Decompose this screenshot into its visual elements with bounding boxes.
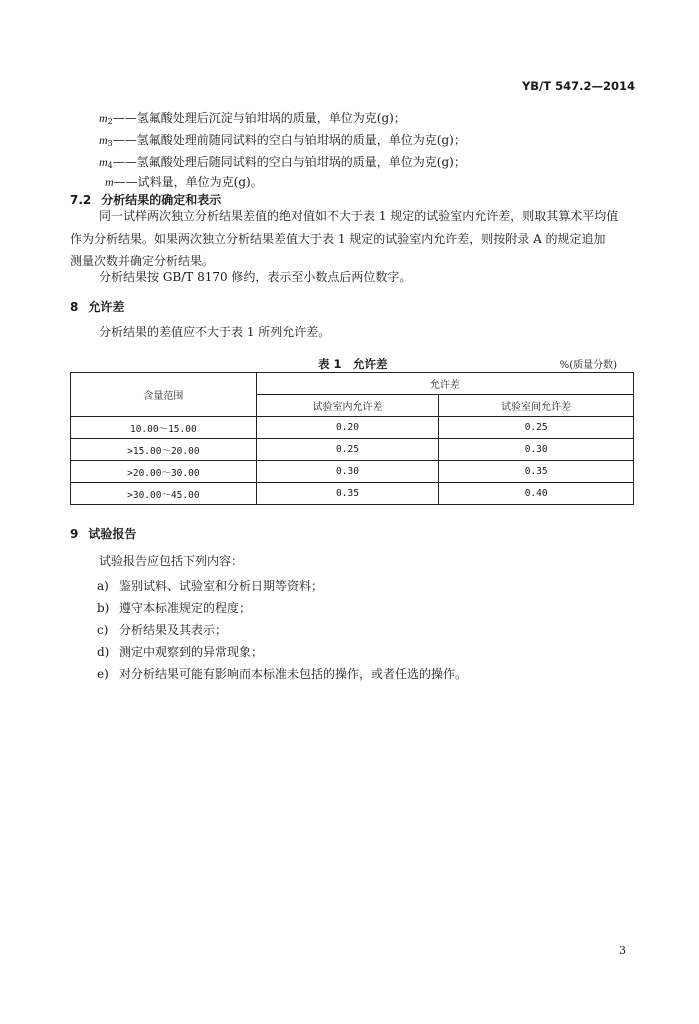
symbol-definition — [105, 173, 263, 190]
list-item — [97, 621, 227, 638]
list-label: c) — [97, 623, 109, 637]
page-number: 3 — [619, 944, 626, 957]
cell-range: 10.00～15.00 — [71, 417, 257, 439]
cell-between: 0.30 — [439, 439, 634, 461]
list-item — [97, 643, 263, 660]
paragraph-line: 分析结果按 GB/T 8170 修约，表示至小数点后两位数字。 — [99, 270, 412, 284]
cell-within: 0.35 — [256, 483, 439, 505]
table-row — [71, 417, 634, 439]
tolerance-table — [70, 372, 634, 505]
header-within-lab: 试验室内允许差 — [256, 395, 439, 417]
header-between-lab: 试验室间允许差 — [439, 395, 634, 417]
symbol-text: 氢氟酸处理前随同试料的空白与铂坩埚的质量，单位为克(g)； — [136, 133, 466, 147]
table-row — [71, 483, 634, 505]
list-text: 分析结果及其表示； — [119, 623, 228, 637]
section-heading-8 — [70, 298, 124, 315]
table-caption: 表 1 允许差 — [318, 357, 388, 371]
table-row — [71, 461, 634, 483]
symbol-definition — [99, 131, 466, 148]
symbol-text: 试料量，单位为克(g)。 — [137, 175, 263, 189]
table-unit: %(质量分数) — [559, 360, 617, 371]
symbol: m — [99, 155, 108, 169]
symbol: m — [99, 133, 108, 147]
list-item — [97, 599, 251, 616]
cell-between: 0.40 — [439, 483, 634, 505]
paragraph-line: 分析结果的差值应不大于表 1 所列允许差。 — [99, 325, 331, 339]
symbol-dash: —— — [112, 111, 137, 125]
list-label: a) — [97, 579, 109, 593]
symbol-subscript: 3 — [107, 139, 113, 148]
section-title: 分析结果的确定和表示 — [101, 193, 222, 207]
cell-between: 0.25 — [439, 417, 634, 439]
paragraph-line: 测量次数并确定分析结果。 — [70, 254, 215, 268]
list-item — [97, 577, 323, 594]
symbol-definition — [99, 109, 406, 126]
section-number: 9 — [70, 527, 79, 541]
list-label: b) — [97, 601, 110, 615]
list-label: d) — [97, 645, 110, 659]
cell-range: >20.00～30.00 — [71, 461, 257, 483]
cell-within: 0.20 — [256, 417, 439, 439]
paragraph-line: 作为分析结果。如果两次独立分析结果差值大于表 1 规定的试验室内允许差，则按附录 A 的规定追加 — [70, 232, 606, 246]
list-item — [97, 665, 467, 682]
symbol-subscript: 4 — [107, 161, 113, 170]
section-heading-9 — [70, 525, 136, 542]
symbol-text: 氢氟酸处理后沉淀与铂坩埚的质量，单位为克(g)； — [136, 111, 406, 125]
standard-code: YB/T 547.2—2014 — [521, 79, 635, 93]
list-label: e) — [97, 667, 109, 681]
header-range: 含量范围 — [71, 373, 257, 417]
cell-range: >30.00～45.00 — [71, 483, 257, 505]
symbol: m — [105, 175, 114, 189]
paragraph-line: 试验报告应包括下列内容： — [99, 554, 244, 568]
paragraph-line: 同一试样两次独立分析结果差值的绝对值如不大于表 1 规定的试验室内允许差，则取其算术平均值 — [99, 209, 619, 223]
section-number: 8 — [70, 300, 79, 314]
symbol-text: 氢氟酸处理后随同试料的空白与铂坩埚的质量，单位为克(g)； — [136, 155, 466, 169]
section-title: 试验报告 — [88, 527, 137, 541]
header-tolerance-group: 允许差 — [256, 373, 633, 395]
cell-between: 0.35 — [439, 461, 634, 483]
symbol-dash: —— — [112, 133, 137, 147]
list-text: 鉴别试料、试验室和分析日期等资料； — [119, 579, 324, 593]
symbol-dash: —— — [113, 175, 138, 189]
cell-range: >15.00～20.00 — [71, 439, 257, 461]
symbol-definition — [99, 153, 466, 170]
list-text: 测定中观察到的异常现象； — [119, 645, 264, 659]
cell-within: 0.25 — [256, 439, 439, 461]
list-text: 遵守本标准规定的程度； — [119, 601, 252, 615]
section-number: 7.2 — [70, 193, 92, 207]
table-row — [71, 439, 634, 461]
cell-within: 0.30 — [256, 461, 439, 483]
list-text: 对分析结果可能有影响而本标准未包括的操作，或者任选的操作。 — [119, 667, 468, 681]
symbol-dash: —— — [112, 155, 137, 169]
symbol-subscript: 2 — [107, 117, 113, 126]
section-title: 允许差 — [88, 300, 125, 314]
symbol: m — [99, 111, 108, 125]
